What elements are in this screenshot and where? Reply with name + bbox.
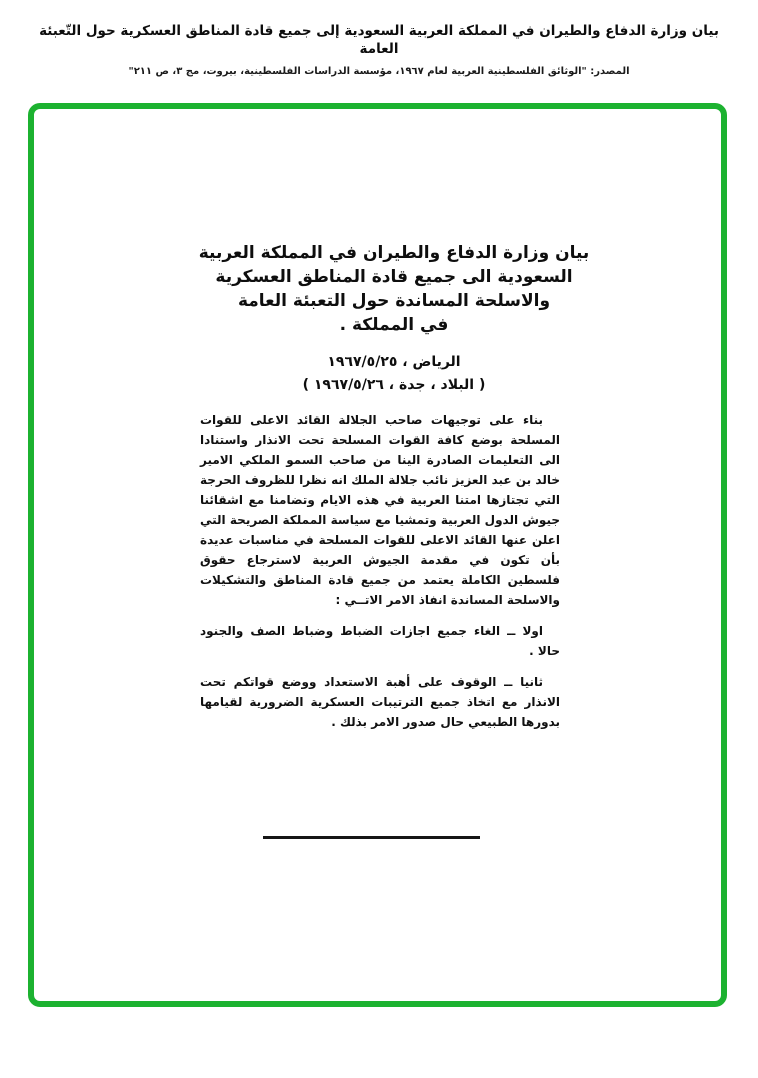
document-datelines (64, 351, 724, 397)
document-body (200, 410, 560, 743)
citation-header (20, 22, 738, 78)
body-paragraph-intro: بناء على توجيهات صاحب الجلالة القائد الاعلى للقوات المسلحة بوضع كافة القوات المسلحة تحت الانذار واستنادا الى التعليمات الصادرة الينا من صاحب السمو الملكي الامير خالد بن عبد العزيز نائب جلالة الملك انه نظرا للظروف الحرجة التي تجتازها امتنا العربية في هذه الايام وتضامنا مع اشقائنا جيوش الدول العربية وتمشيا مع سياسة المملكة الصريحة التي اعلن عنها القائد الاعلى للقوات المسلحة في مناسبات عديدة بأن تكون في مقدمة الجيوش العربية لاسترجاع حقوق فلسطين الكاملة يعتمد من جميع قادة المناطق والتشكيلات والاسلحة المساندة انفاذ الامر الاتــي : (200, 413, 560, 607)
document-title-line-3: والاسلحة المساندة حول التعبئة العامة (237, 291, 551, 311)
body-paragraph-second-order: ثانيا ــ الوقوف على أهبة الاستعداد ووضع قواتكم تحت الانذار مع اتخاذ جميع الترتيبات العسكرية الضرورية لقيامها بدورها الطبيعي حال صدور الامر بذلك . (200, 675, 560, 729)
document-title-line-4: في المملكة . (339, 315, 449, 335)
document-title-line-1: بيان وزارة الدفاع والطيران في المملكة العربية (198, 243, 590, 263)
document-frame (28, 103, 727, 1007)
dateline-albilad-jeddah: ( البلاد ، جدة ، ١٩٦٧/٥/٢٦ ) (302, 377, 486, 393)
citation-title: بيان وزارة الدفاع والطيران في المملكة العربية السعودية إلى جميع قادة المناطق العسكرية حول التّعبئة العامة (39, 23, 719, 57)
citation-source: المصدر: "الوثائق الفلسطينية العربية لعام ١٩٦٧، مؤسسة الدراسات الفلسطينية، بيروت، مج ٣، ص ٢١١" (128, 66, 630, 77)
document-title-line-2: السعودية الى جميع قادة المناطق العسكرية (215, 267, 573, 287)
body-paragraph-first-order: اولا ــ الغاء جميع اجازات الضباط وضباط الصف والجنود حالا . (200, 624, 560, 658)
divider-line (263, 836, 480, 839)
document-title (64, 241, 724, 337)
dateline-riyadh: الرياض ، ١٩٦٧/٥/٢٥ (327, 354, 461, 370)
